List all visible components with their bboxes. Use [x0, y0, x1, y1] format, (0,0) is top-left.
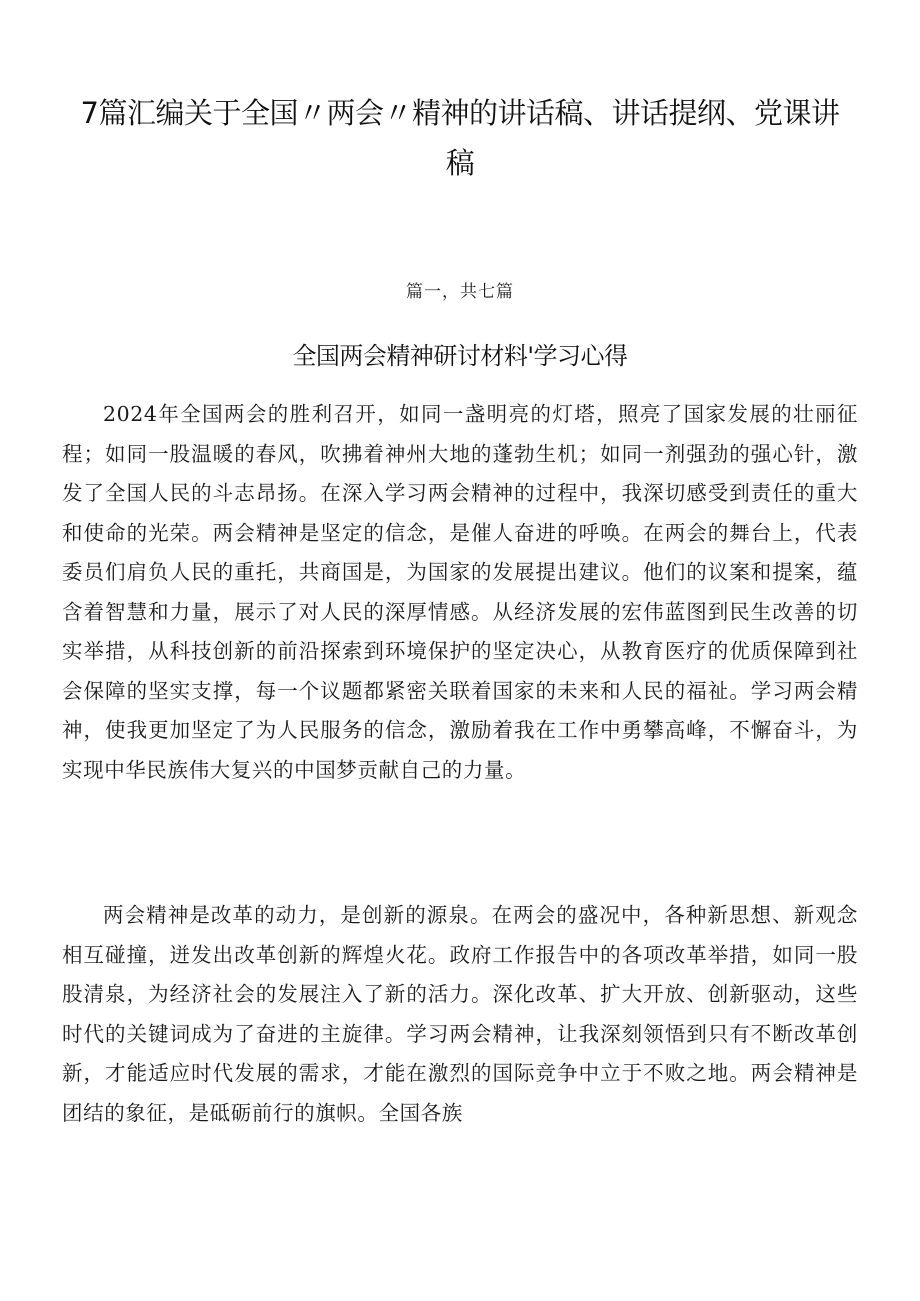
part-label: 篇一，共七篇 — [406, 282, 514, 302]
body-paragraph: 2024年全国两会的胜利召开，如同一盏明亮的灯塔，照亮了国家发展的壮丽征程；如同一股温暖的春风，吹拂着神州大地的蓬勃生机；如同一剂强劲的强心针，激发了全国人民的斗志昂扬。在深入学习两会精神的过程中，我深切感受到责任的重大和使命的光荣。两会精神是坚定的信念，是催人奋进的呼唤。在两会的舞台上，代表委员们肩负人民的重托，共商国是，为国家的发展提出建议。他们的议案和提案，蕴含着智慧和力量，展示了对人民的深厚情感。从经济发展的宏伟蓝图到民生改善的切实举措，从科技创新的前沿探索到环境保护的坚定决心，从教育医疗的优质保障到社会保障的坚实支撑，每一个议题都紧密关联着国家的未来和人民的福祉。学习两会精神，使我更加坚定了为人民服务的信念，激励着我在工作中勇攀高峰，不懈奋斗，为实现中华民族伟大复兴的中国梦贡献自己的力量。 — [62, 402, 858, 782]
body-paragraph: 两会精神是改革的动力，是创新的源泉。在两会的盛况中，各种新思想、新观念相互碰撞，迸发出改革创新的辉煌火花。政府工作报告中的各项改革举措，如同一股股清泉，为经济社会的发展注入了新的活力。深化改革、扩大开放、创新驱动，这些时代的关键词成为了奋进的主旋律。学习两会精神，让我深刻领悟到只有不断改革创新，才能适应时代发展的需求，才能在激烈的国际竞争中立于不败之地。两会精神是团结的象征，是砥砺前行的旗帜。全国各族 — [62, 903, 858, 1125]
document-title: 7篇汇编关于全国〃两会〃精神的讲话稿、讲话提纲、党课讲稿 — [80, 96, 840, 180]
section-title: 全国两会精神研讨材料'学习心得 — [292, 342, 628, 370]
